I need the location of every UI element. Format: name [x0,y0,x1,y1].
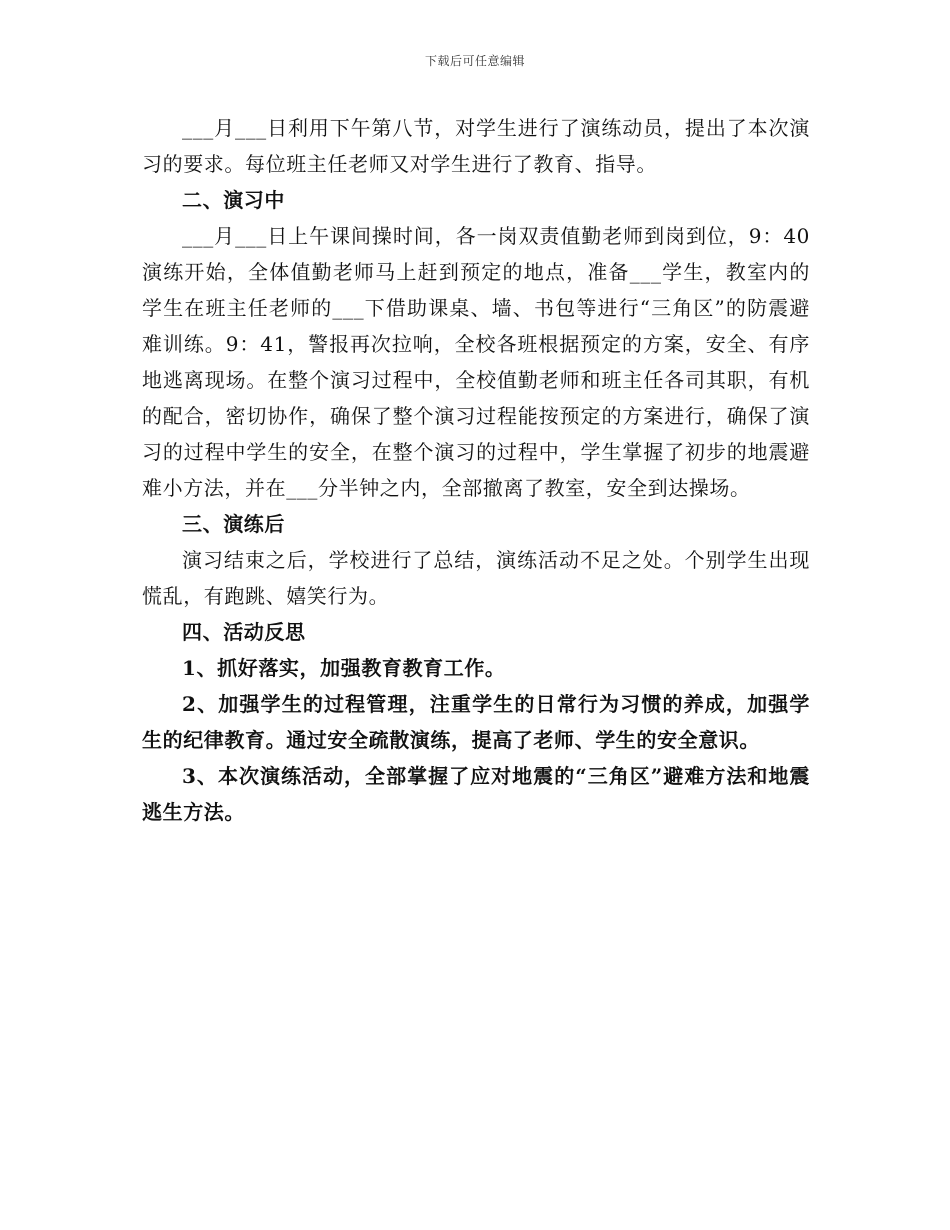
page-header: 下载后可任意编辑 [424,54,525,68]
heading-after-drill: 三、演练后 [182,512,285,536]
reflection-item-1: 1、抓好落实，加强教育教育工作。 [182,656,506,680]
reflection-item-2: 2、加强学生的过程管理，注重学生的日常行为习惯的养成，加强学生的纪律教育。通过安全疏散演练，提高了老师、学生的安全意识。 [142,692,810,752]
heading-reflection: 四、活动反思 [182,620,306,644]
paragraph-after-drill: 演习结束之后，学校进行了总结，演练活动不足之处。个别学生出现慌乱，有跑跳、嬉笑行为。 [142,548,810,608]
document-body [142,110,810,830]
paragraph-during-drill: ___月___日上午课间操时间，各一岗双责值勤老师到岗到位，9：40演练开始，全体值勤老师马上赶到预定的地点，准备___学生，教室内的学生在班主任老师的___下借助课桌、墙、书包等进行“三角区”的防震避难训练。9：41，警报再次拉响，全校各班根据预定的方案，安全、有序地逃离现场。在整个演习过程中，全校值勤老师和班主任各司其职，有机的配合，密切协作，确保了整个演习过程能按预定的方案进行，确保了演习的过程中学生的安全，在整个演习的过程中，学生掌握了初步的地震避难小方法，并在___分半钟之内，全部撤离了教室，安全到达操场。 [142,224,810,500]
reflection-item-3: 3、本次演练活动，全部掌握了应对地震的“三角区”避难方法和地震逃生方法。 [142,764,810,824]
heading-during-drill: 二、演习中 [182,188,285,212]
paragraph-mobilization: ___月___日利用下午第八节，对学生进行了演练动员，提出了本次演习的要求。每位班主任老师又对学生进行了教育、指导。 [142,116,810,176]
